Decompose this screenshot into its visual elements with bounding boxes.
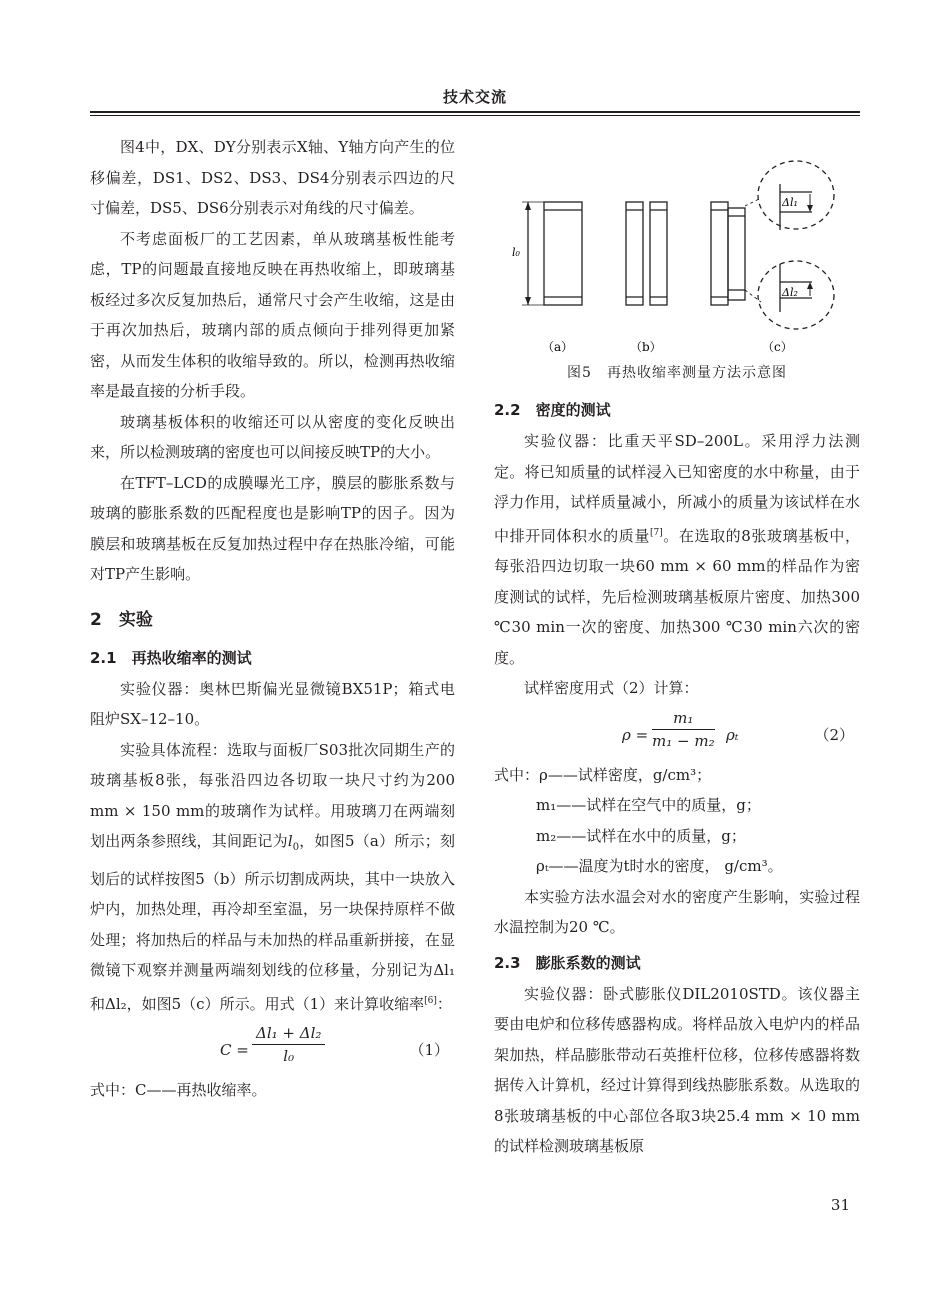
paragraph-tp-analysis: 不考虑面板厂的工艺因素，单从玻璃基板性能考虑，TP的问题最直接地反映在再热收缩上，即玻璃基板经过多次反复加热后，通常尺寸会产生收缩，这是由于再次加热后，玻璃内部的质点倾向于排列得更加紧密，从而发生体积的收缩导致的。所以，检测再热收缩率是最直接的分析手段。 [90, 229, 455, 400]
equation-1-where: 式中：C——再热收缩率。 [90, 1081, 267, 1099]
definition-m2: m₂——试样在水中的质量，g； [536, 826, 746, 845]
paragraph-density-method [494, 426, 860, 673]
fig-label-dl2: Δl₂ [782, 286, 798, 299]
paragraph-procedure-2-1 [90, 735, 455, 1020]
density-text-b: 。在选取的8张玻璃基板中，每张沿四边切取一块60 mm × 60 mm的样品作为密度测试的试样，先后检测玻璃基板原片密度、加热300 ℃30 min一次的密度、加热300 ℃30 min六次的密度。 [494, 526, 860, 667]
subsection-heading-2-3: 2.3 膨胀系数的测试 [494, 953, 641, 972]
paragraph-density: 玻璃基板体积的收缩还可以从密度的变化反映出来，所以检测玻璃的密度也可以间接反映TP的大小。 [90, 412, 455, 461]
definition-m1: m₁——试样在空气中的质量，g； [536, 796, 761, 814]
left-column [90, 132, 455, 1106]
equation-1-fraction [252, 1022, 325, 1067]
citation-6: [6] [424, 995, 437, 1006]
page-number: 31 [830, 1196, 850, 1214]
symbol-l0-subscript: 0 [292, 842, 300, 853]
figure-5 [494, 132, 860, 356]
fig-c-piece-right [728, 208, 745, 300]
procedure-text-a: 实验具体流程：选取与面板厂S03批次同期生产的玻璃基板8张，每张沿四边各切取一块尺寸约为200 mm × 150 mm的玻璃作为试样。用玻璃刀在两端刻划出两条参照线，其间距记为 [90, 740, 455, 850]
equation-2-numerator: m₁ [652, 707, 715, 730]
figure-5-drawing [494, 132, 860, 356]
header-rule-thin [90, 115, 860, 116]
definition-rho: 式中：ρ——试样密度，g/cm³； [494, 765, 712, 784]
equation-2 [494, 704, 860, 760]
fig-label-dl1: Δl₁ [782, 196, 798, 209]
paragraph-dilatometer: 实验仪器：卧式膨胀仪DIL2010STD。该仪器主要由电炉和位移传感器构成。将样品放入电炉内的样品架加热，样品膨胀带动石英推杆位移，位移传感器将数据传入计算机，经过计算得到线热膨胀系数。从选取的8张玻璃基板的中心部位各取3块25.4 mm × 10 mm的试样检测玻璃基板原 [494, 984, 860, 1155]
equation-1-numerator: Δl₁ + Δl₂ [252, 1022, 325, 1045]
equation-1-denominator: l₀ [283, 1047, 295, 1065]
fig-b-piece-left [626, 202, 643, 305]
symbol-l0: l [287, 832, 293, 850]
right-column [494, 132, 860, 1162]
equation-1-lhs: C = [220, 1041, 249, 1059]
equation-1 [90, 1019, 455, 1075]
equation-2-fraction [652, 707, 715, 752]
subsection-heading-2-1: 2.1 再热收缩率的测试 [90, 648, 252, 667]
section-heading-experiment: 2 实验 [90, 609, 153, 630]
equation-2-denominator: m₁ − m₂ [652, 731, 715, 750]
subsection-heading-2-2: 2.2 密度的测试 [494, 401, 611, 419]
density-text-a: 实验仪器：比重天平SD–200L。采用浮力法测定。将已知质量的试样浸入已知密度的水中称量，由于浮力作用，试样质量减小，所减小的质量为该试样在水中排开同体积水的质量 [494, 432, 860, 545]
definition-rho-t: ρₜ——温度为t时水的密度， g/cm³。 [536, 857, 783, 875]
header-rule-thick [90, 111, 860, 113]
paragraph-instruments-2-1: 实验仪器：奥林巴斯偏光显微镜BX51P；箱式电阻炉SX–12–10。 [90, 679, 455, 728]
paragraph-density-formula-intro: 试样密度用式（2）计算： [524, 679, 699, 697]
paragraph-expansion: 在TFT–LCD的成膜曝光工序，膜层的膨胀系数与玻璃的膨胀系数的匹配程度也是影响TP的因子。因为膜层和玻璃基板在反复加热过程中存在热胀冷缩，可能对TP产生影响。 [90, 473, 455, 583]
fig-c-piece-left [711, 202, 728, 305]
fig-label-b: （b） [630, 340, 662, 354]
fig-a-specimen [544, 202, 582, 305]
fig-c-zoom-top [758, 161, 834, 229]
paragraph-water-temperature: 本实验方法水温会对水的密度产生影响，实验过程水温控制为20 ℃。 [494, 887, 860, 936]
fig-b-piece-right [650, 202, 667, 305]
fig-label-c: （c） [762, 340, 793, 354]
fig-label-a: （a） [542, 340, 574, 354]
equation-2-rho-t: ρₜ [726, 725, 739, 744]
equation-2-lhs: ρ = [622, 725, 649, 744]
citation-7: [7] [649, 527, 663, 538]
procedure-text-c: ： [436, 994, 452, 1013]
running-header: 技术交流 [442, 88, 507, 106]
paragraph-fig4-explanation: 图4中，DX、DY分别表示X轴、Y轴方向产生的位移偏差，DS1、DS2、DS3、DS4分别表示四边的尺寸偏差，DS5、DS6分别表示对角线的尺寸偏差。 [90, 138, 455, 217]
equation-2-number: （2） [814, 725, 854, 744]
fig-label-l0: l₀ [512, 246, 520, 259]
procedure-text-b: ，如图5（a）所示；刻划后的试样按图5（b）所示切割成两块，其中一块放入炉内，加热处理，再冷却至室温，另一块保持原样不做处理；将加热后的样品与未加热的样品重新拼接，在显微镜下观察并测量两端刻划线的位移量，分别记为Δl₁和Δl₂，如图5（c）所示。用式（1）来计算收缩率 [90, 832, 455, 1013]
equation-1-number: （1） [409, 1041, 449, 1059]
figure-5-caption: 图5 再热收缩率测量方法示意图 [567, 365, 787, 381]
